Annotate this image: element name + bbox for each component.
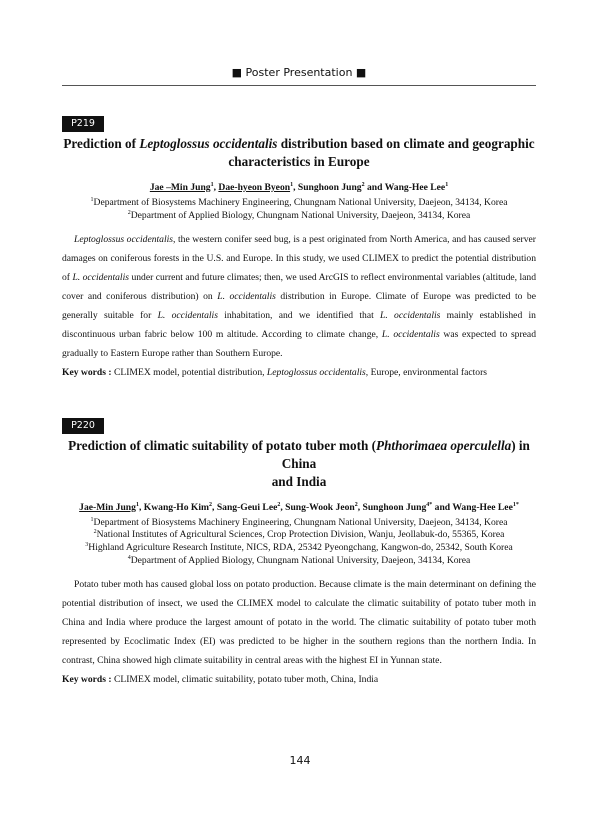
author-affiliation-mark: 1* [512, 501, 519, 508]
keywords-p220 [62, 673, 536, 687]
author-separator: , [293, 182, 298, 193]
header-divider [62, 85, 536, 86]
affiliation-text: Department of Biosystems Machinery Engineering, Chungnam National University, Daejeon, 34134, Korea [93, 197, 508, 208]
abstract-segment: distribution in Europe. Climate of Europe was predicted to be generally suitable for [62, 290, 536, 321]
abstract-segment: Leptoglossus occidentalis [74, 233, 174, 245]
abstract-segment: Potato tuber moth has caused global loss on potato production. Because climate is the main determinant on defining the potential distribution of insect, we used the CLIMEX model to calculate the climatic suitability of potato tuber moth in China and India where produce the largest amount of potato in the world. The climatic suitability of potato tuber moth represented by Ecoclimatic Index (EI) was predicted to be higher in the southern regions than the northern India. In contrast, China showed high climate suitability in central areas with the highest EI in Yunnan state. [62, 578, 536, 666]
poster-title-p219 [62, 135, 536, 171]
author-affiliation-mark: 1 [445, 181, 449, 188]
affiliation-text: Department of Applied Biology, Chungnam National University, Daejeon, 34134, Korea [130, 554, 471, 566]
affiliation-mark: 1 [90, 516, 94, 523]
affiliation-text: National Institutes of Agricultural Sciences, Crop Protection Division, Wanju, Jeollabuk-do, 55365, Korea [96, 529, 505, 541]
author-name: Jae –Min Jung [149, 182, 211, 193]
author-separator: , [357, 501, 363, 513]
keywords-label: Key words : [62, 673, 114, 685]
author-separator: and [364, 182, 385, 193]
affiliations-p220 [62, 517, 536, 568]
poster-badge-p219: P219 [62, 116, 104, 132]
title-species: Leptoglossus occidentalis [139, 136, 278, 151]
author-name: Sunghoon Jung [362, 501, 427, 513]
abstract-segment: L. occidentalis [72, 271, 129, 283]
keyword-segment: , Europe, environmental factors [365, 366, 488, 378]
title-part: and India [271, 473, 327, 489]
abstract-p219 [62, 230, 536, 363]
affiliation-line [62, 542, 536, 555]
affiliation-line [62, 555, 536, 568]
author-affiliation-mark: 1 [290, 181, 294, 188]
author-separator: , [213, 182, 219, 193]
affiliation-line [62, 517, 536, 530]
author-affiliation-mark: 2 [277, 501, 281, 508]
author-name: Wang-Hee Lee [452, 501, 513, 513]
poster-title-p220 [62, 437, 536, 491]
title-part: Prediction of climatic suitability of potato tuber moth ( [68, 437, 377, 453]
author-affiliation-mark: 2 [209, 501, 213, 508]
title-part: characteristics in Europe [228, 154, 370, 169]
affiliation-text: Department of Biosystems Machinery Engineering, Chungnam National University, Daejeon, 34134, Korea [93, 516, 508, 528]
abstract-segment: was expected to spread gradually to Eastern Europe rather than Southern Europe. [62, 328, 536, 359]
affiliation-line [62, 197, 536, 210]
title-part: Prediction of [63, 136, 140, 151]
affiliation-line [62, 210, 536, 223]
author-affiliation-mark: 1 [210, 181, 214, 188]
abstract-segment: L. occidentalis [157, 309, 218, 321]
author-separator: , [280, 501, 286, 513]
affiliation-text: Department of Applied Biology, Chungnam National University, Daejeon, 34134, Korea [130, 209, 471, 221]
affiliation-text: Highland Agriculture Research Institute, NICS, RDA, 25342 Pyeongchang, Kangwon-do, 25342, South Korea [88, 542, 513, 554]
author-affiliation-mark: 1 [135, 501, 139, 508]
abstract-p220 [62, 575, 536, 670]
affiliation-mark: 3 [85, 542, 89, 548]
keyword-segment: Leptoglossus occidentalis [266, 366, 366, 378]
author-separator: , [138, 501, 144, 513]
abstract-segment: L. occidentalis [380, 309, 441, 321]
page-content [62, 66, 536, 687]
authors-p219 [62, 181, 536, 194]
title-part: ) in China [281, 437, 530, 471]
keywords-p219 [62, 366, 536, 380]
abstract-segment: inhabitation, and we identified that [217, 309, 381, 321]
author-separator: , [212, 501, 217, 513]
title-part: distribution based on climate and geographic [277, 136, 535, 151]
author-name: Kwang-Ho Kim [143, 501, 210, 513]
affiliation-mark: 2 [127, 209, 131, 216]
affiliations-p219 [62, 197, 536, 223]
affiliation-mark: 1 [90, 196, 94, 203]
abstract-segment: mainly established in discontinuous urban fabric below 100 m altitude. According to climate change, [62, 309, 536, 340]
abstract-segment: L. occidentalis [217, 290, 276, 302]
abstract-segment: under current and future climates; then, we used ArcGIS to reflect environmental variables (altitude, land cover and coniferous distribution) on [62, 271, 536, 302]
author-name: Sang-Geui Lee [216, 501, 278, 513]
page-number: 144 [289, 754, 311, 767]
keyword-segment: CLIMEX model, potential distribution, [113, 366, 267, 378]
section-header: ■ Poster Presentation ■ [231, 66, 367, 79]
abstract-segment: L. occidentalis [381, 328, 440, 340]
author-affiliation-mark: 2 [361, 181, 365, 188]
author-name: Sung-Wook Jeon [285, 501, 355, 513]
author-separator: and [432, 501, 453, 513]
keyword-segment: CLIMEX model, climatic suitability, potato tuber moth, China, India [113, 673, 379, 685]
abstract-segment: , the western conifer seed bug, is a pest originated from North America, and has caused server damages on coniferous forests in the U.S. and Europe. In this study, we used CLIMEX to predict the potential distribution of [62, 233, 536, 283]
keywords-label: Key words : [62, 366, 114, 378]
author-affiliation-mark: 2 [354, 501, 358, 508]
authors-p220 [62, 501, 536, 514]
poster-badge-p220: P220 [62, 418, 104, 434]
author-name: Jae-Min Jung [79, 501, 136, 513]
author-affiliation-mark: 4* [426, 501, 433, 508]
title-species: Phthorimaea operculella [376, 437, 512, 453]
author-name: Dae-hyeon Byeon [218, 182, 291, 193]
affiliation-mark: 4 [127, 554, 131, 561]
affiliation-line [62, 529, 536, 542]
author-name: Sunghoon Jung [297, 182, 362, 193]
affiliation-mark: 2 [93, 529, 97, 536]
author-name: Wang-Hee Lee [384, 182, 446, 193]
